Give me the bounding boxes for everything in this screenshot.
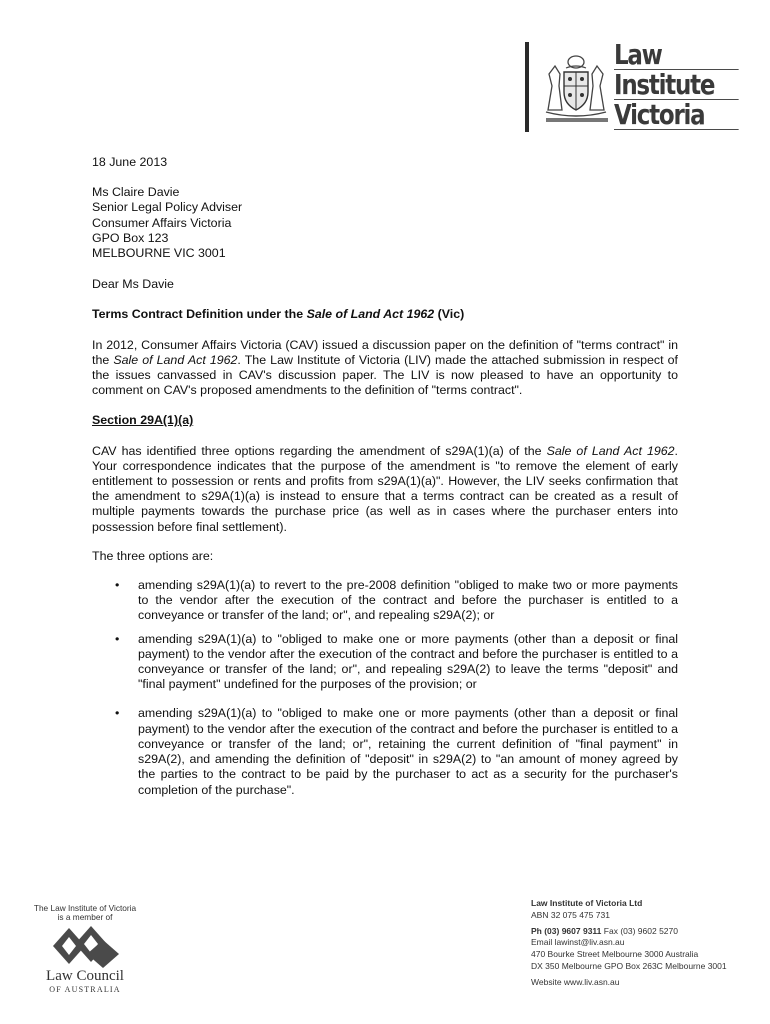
bullet: •: [115, 631, 120, 646]
crest-motto-scroll: [546, 118, 608, 122]
law-council-logo-icon: [51, 924, 121, 970]
street-address: 470 Bourke Street Melbourne 3000 Australia: [531, 949, 699, 960]
address-line: Consumer Affairs Victoria: [92, 215, 232, 230]
org-name-text: Law Institute of Victoria Ltd: [531, 898, 643, 908]
bullet: •: [115, 578, 120, 593]
member-note-line: The Law Institute of Victoria: [33, 903, 137, 913]
act-title: Sale of Land Act 1962: [546, 443, 675, 458]
coat-of-arms-icon: [540, 52, 612, 118]
email[interactable]: Email lawinst@liv.asn.au: [531, 937, 625, 948]
options-intro: The three options are:: [92, 548, 214, 563]
phone-number: Ph (03) 9607 9311: [531, 925, 602, 936]
list-item: [92, 578, 678, 624]
paragraph-text: CAV has identified three options regarding the amendment of s29A(1)(a) of the: [92, 443, 547, 458]
letter-body: [92, 155, 678, 806]
wordmark-line: Law: [614, 40, 739, 70]
option-text: amending s29A(1)(a) to revert to the pre-2008 definition "obliged to make two or more payments to the vendor after the execution of the contract and before the purchaser is entitled to a conveyance or transfer of the land; or", and repealing s29A(2); or: [138, 578, 678, 623]
wordmark-line: Institute: [614, 70, 739, 100]
law-council-subtitle: OF AUSTRALIA: [49, 985, 121, 994]
address-line: MELBOURNE VIC 3001: [92, 246, 226, 261]
org-name: [531, 898, 766, 910]
fax-number: Fax (03) 9602 5270: [601, 925, 678, 936]
contact-block: [531, 898, 766, 989]
liv-wordmark: [614, 40, 766, 130]
law-council-name: Law Council: [46, 968, 124, 984]
member-note-line: is a member of: [57, 912, 113, 922]
paragraph-text: . Your correspondence indicates that the purpose of the amendment is "to remove the element of early entitlement to possession or rents and profits from s29A(1)(a)". However, the LIV seeks confirmation that the amendment to s29A(1)(a) is instead to ensure that a terms contract can be created as a result of multiple payments towards the purchase price (as well as in cases where the purchaser enters into possession before final settlement).: [92, 443, 678, 534]
option-text: amending s29A(1)(a) to "obliged to make one or more payments (other than a deposit or final payment) to the vendor after the execution of the contract and before the purchaser is entitled to a conveyance or transfer of the land; or", and repealing s29A(2) to leave the terms "deposit" and "final payment" undefined for the purposes of the provision; or: [138, 631, 678, 692]
wordmark-line: Victoria: [614, 100, 739, 130]
letter-date: 18 June 2013: [92, 155, 168, 169]
address-line: Ms Claire Davie: [92, 185, 180, 200]
subject-line: [92, 307, 678, 322]
address-line: GPO Box 123: [92, 230, 169, 245]
abn: ABN 32 075 475 731: [531, 909, 610, 920]
letterhead-divider: [525, 42, 529, 132]
paragraph-intro: [92, 338, 678, 399]
act-title: Sale of Land Act 1962: [113, 352, 238, 367]
bullet: •: [115, 706, 120, 721]
paragraph-text: In 2012, Consumer Affairs Victoria (CAV) issued a discussion paper on the definition of "terms contract" in the: [92, 337, 678, 367]
subject-act-title: Sale of Land Act 1962: [306, 307, 435, 322]
subject-text: (Vic): [434, 307, 465, 322]
postal-address: DX 350 Melbourne GPO Box 263C Melbourne 3001: [531, 960, 727, 971]
list-item: [92, 706, 678, 797]
recipient-address: [92, 185, 678, 261]
section-heading: Section 29A(1)(a): [92, 413, 194, 428]
salutation: Dear Ms Davie: [92, 277, 174, 292]
option-text: amending s29A(1)(a) to "obliged to make one or more payments (other than a deposit or final payment) to the vendor after the execution of the contract and before the purchaser is entitled to a conveyance or transfer of the land; or", retaining the current definition of "final payment" in s29A(2), and amending the definition of "deposit" in s29A(2) to "an amount of money agreed by the parties to the contract to be paid by the purchaser to act as a security for the purchaser's completion of the purchase".: [138, 706, 678, 797]
options-list: [92, 578, 678, 798]
list-item: [92, 632, 678, 693]
address-line: Senior Legal Policy Adviser: [92, 200, 243, 215]
phone-fax: [531, 926, 766, 938]
website[interactable]: Website www.liv.asn.au: [531, 976, 620, 987]
subject-text: Terms Contract Definition under the: [92, 307, 307, 322]
paragraph-section: [92, 444, 678, 535]
paragraph-text: . The Law Institute of Victoria (LIV) made the attached submission in respect of the issues canvassed in CAV's discussion paper. The LIV is now pleased to have an opportunity to comment on CAV's proposed amendments to the definition of "terms contract".: [92, 352, 678, 398]
